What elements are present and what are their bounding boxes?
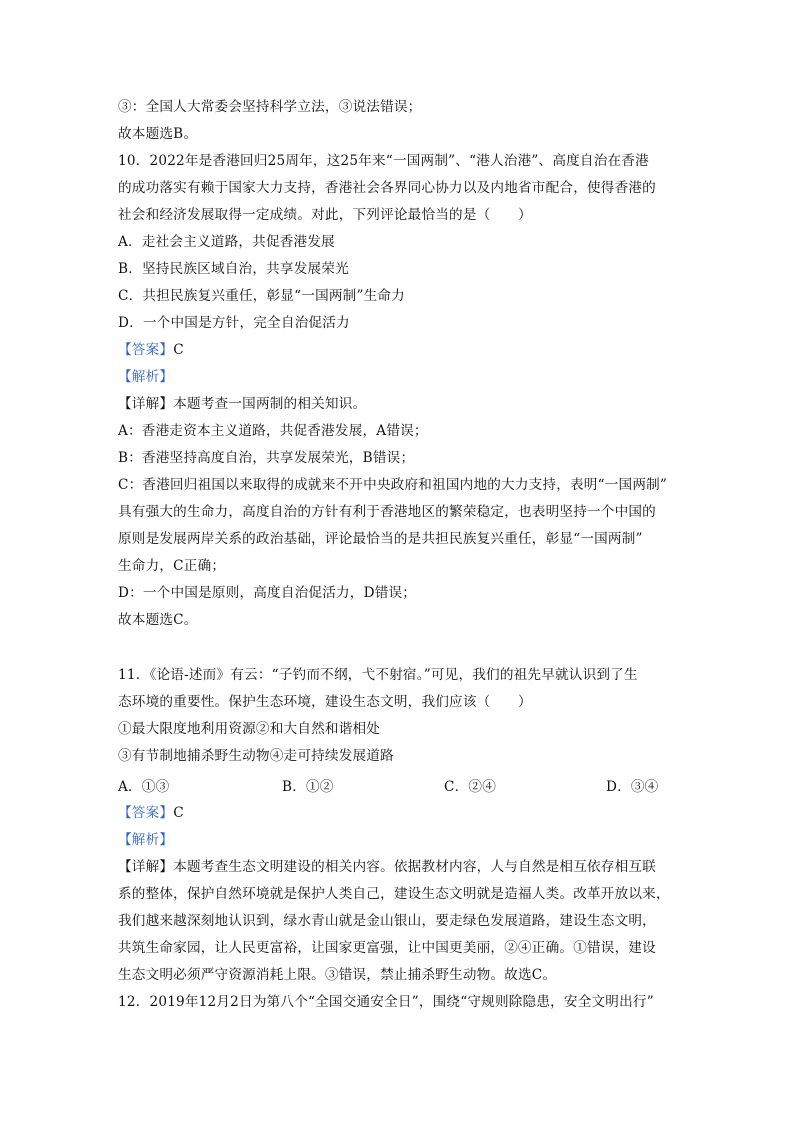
question-12-stem: 12．2019年12月2日为第八个“全国交通安全日”，围绕“守规则除隐患，安全文明出行”	[118, 994, 654, 1010]
detail-tag: 【详解】	[118, 859, 174, 875]
question-11-statement: ③有节制地捕杀野生动物④走可持续发展道路	[118, 748, 394, 764]
answer-value: C	[173, 805, 184, 821]
text-line: 故本题选C。	[118, 612, 198, 628]
text-line: 故本题选B。	[118, 126, 198, 142]
text-line: 具有强大的生命力，高度自治的方针有利于香港地区的繁荣稳定，也表明坚持一个中国的	[118, 504, 656, 520]
question-11-options	[118, 778, 678, 796]
text-line: D：一个中国是原则，高度自治促活力，D错误；	[118, 585, 417, 601]
question-10-option-b: B．坚持民族区域自治，共享发展荣光	[118, 261, 349, 277]
question-11-stem: 11．《论语-述而》有云：“子钓而不纲，弋不射宿。”可见，我们的祖先早就认识到了生	[118, 667, 638, 683]
answer-tag: 【答案】	[118, 342, 174, 358]
question-11-stem: 态环境的重要性。保护生态环境，建设生态文明，我们应该（ ）	[118, 694, 532, 710]
text-line: 生态文明必须严守资源消耗上限。③错误，禁止捕杀野生动物。故选C。	[118, 967, 557, 983]
text-line: C：香港回归祖国以来取得的成就来不开中央政府和祖国内地的大力支持，表明“一国两制”	[118, 477, 668, 493]
text-line: A：香港走资本主义道路，共促香港发展，A错误；	[118, 423, 428, 439]
text-line: 生命力，C正确；	[118, 558, 226, 574]
question-11-detail	[118, 858, 656, 876]
text-line: B：香港坚持高度自治，共享发展荣光，B错误；	[118, 450, 415, 466]
question-10-option-d: D．一个中国是方针，完全自治促活力	[118, 315, 350, 331]
question-10-detail	[118, 395, 366, 413]
question-11-answer	[118, 804, 184, 822]
detail-text: 本题考查生态文明建设的相关内容。依据教材内容，人与自然是相互依存相互联	[173, 859, 656, 875]
question-11-statement: ①最大限度地利用资源②和大自然和谐相处	[118, 721, 381, 737]
question-10-option-a: A．走社会主义道路，共促香港发展	[118, 234, 335, 250]
analysis-tag: 【解析】	[118, 369, 174, 385]
question-11-option-b: B．①②	[282, 779, 334, 795]
text-line: 我们越来越深刻地认识到，绿水青山就是金山银山，要走绿色发展道路，建设生态文明，	[118, 913, 656, 929]
question-10-stem: 的成功落实有赖于国家大力支持，香港社会各界同心协力以及内地省市配合，使得香港的	[118, 180, 656, 196]
question-10-stem: 社会和经济发展取得一定成绩。对此，下列评论最恰当的是（ ）	[118, 207, 532, 223]
detail-tag: 【详解】	[118, 396, 174, 412]
text-line: 原则是发展两岸关系的政治基础，评论最恰当的是共担民族复兴重任，彰显“一国两制”	[118, 531, 643, 547]
answer-value: C	[173, 342, 184, 358]
question-11-option-c: C．②④	[444, 779, 496, 795]
question-11-option-a: A．①③	[118, 779, 170, 795]
detail-text: 本题考查一国两制的相关知识。	[173, 396, 367, 412]
text-line: 共筑生命家园，让人民更富裕，让国家更富强，让中国更美丽，②④正确。①错误，建设	[118, 940, 656, 956]
text-line: ③：全国人大常委会坚持科学立法，③说法错误；	[118, 99, 422, 115]
question-11-option-d: D．③④	[606, 779, 659, 795]
question-10-answer	[118, 341, 184, 359]
answer-tag: 【答案】	[118, 805, 174, 821]
question-10-option-c: C．共担民族复兴重任，彰显“一国两制”生命力	[118, 288, 405, 304]
question-10-stem: 10．2022年是香港回归25周年，这25年来“一国两制”、“港人治港”、高度自治在香港	[118, 153, 649, 169]
text-line: 系的整体，保护自然环境就是保护人类自己，建设生态文明就是造福人类。改革开放以来，	[118, 886, 670, 902]
analysis-tag: 【解析】	[118, 832, 174, 848]
